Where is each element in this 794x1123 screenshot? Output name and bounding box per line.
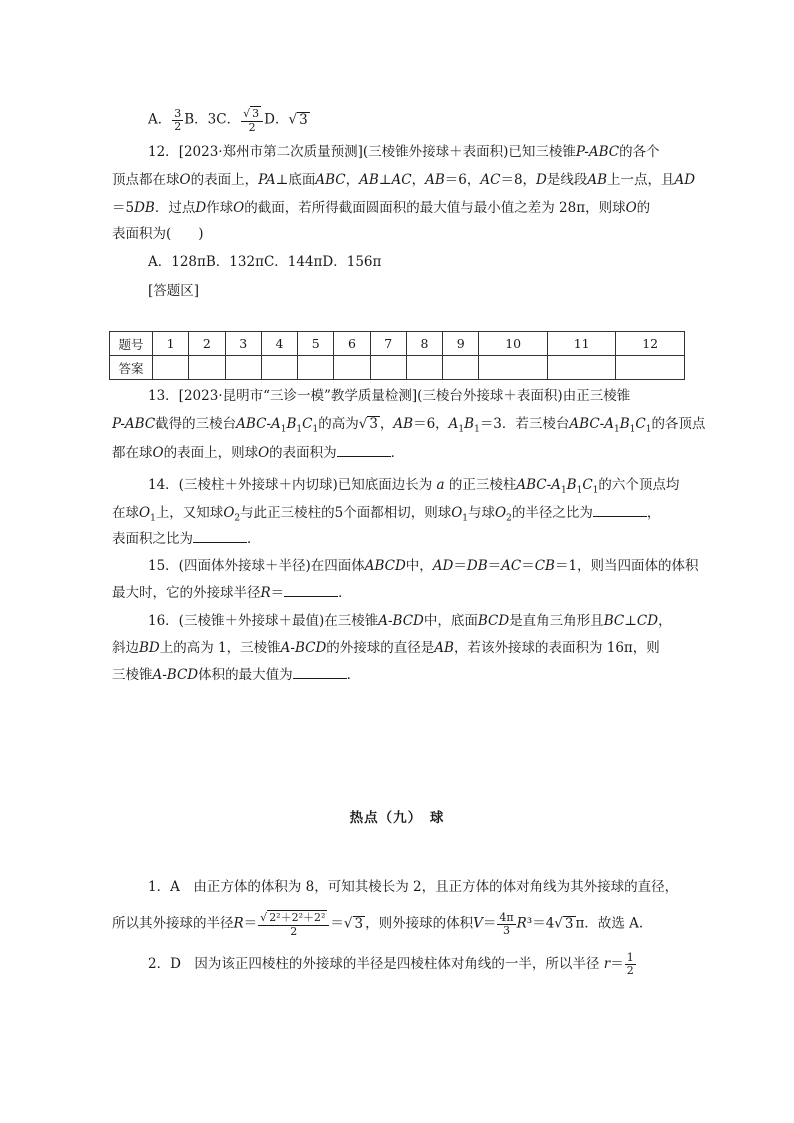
- answer-cell[interactable]: [547, 356, 616, 380]
- answer-table: [109, 331, 685, 380]
- table-cell: 3: [225, 332, 261, 356]
- section-title: 热点（九） 球: [349, 810, 445, 826]
- q14-line3: 表面积之比为 ．: [112, 528, 261, 549]
- fraction: $\frac{3}{2}$: [174, 106, 182, 133]
- table-cell: 9: [443, 332, 479, 356]
- table-cell: 10: [479, 332, 548, 356]
- table-cell: 2: [189, 332, 225, 356]
- sol1-line1: 1．A 由正方体的体积为 8，可知其棱长为 2，且正方体的体对角线为其外接球的直径，: [148, 879, 679, 895]
- q12-line3: ＝5DB．过点D作球O的截面，若所得截面圆面积的最大值与最小值之差为 28π，则球O的: [112, 200, 651, 216]
- q16-line2: 斜边BD上的高为 1，三棱锥A-BCD的外接球的直径是AB，若该外接球的表面积为 16π，则: [112, 640, 660, 656]
- table-cell: 6: [334, 332, 370, 356]
- q12-options: A．128πB．132πC．144πD．156π: [148, 254, 382, 270]
- table-cell: 7: [370, 332, 406, 356]
- table-cell: 4: [261, 332, 297, 356]
- fraction: $\frac{1}{2}$: [626, 951, 634, 977]
- q15-line2: 最大时，它的外接球半径R＝ ．: [112, 582, 352, 603]
- table-cell: 12: [616, 332, 685, 356]
- q13-line1: 13．[2023·昆明市“三诊一模”教学质量检测](三棱台外接球＋表面积)由正三棱锥: [148, 388, 631, 404]
- row-label: 答案: [110, 356, 153, 380]
- table-cell: 5: [298, 332, 334, 356]
- answer-blank[interactable]: [293, 664, 347, 679]
- answer-cell[interactable]: [334, 356, 370, 380]
- q14-line2: 在球$O_1$上，又知球$O_2$与此正三棱柱的5个面都相切，则球$O_1$与球$O_2$的半径之比为 ，: [112, 502, 660, 529]
- q12-line2: 顶点都在球O的表面上，PA⊥底面ABC，AB⊥AC，AB＝6，AC＝8，D是线段AB上一点，且AD: [112, 172, 696, 188]
- answer-cell[interactable]: [443, 356, 479, 380]
- q12-line4: 表面积为( ): [112, 226, 204, 242]
- answer-cell[interactable]: [225, 356, 261, 380]
- table-cell: 1: [153, 332, 189, 356]
- answer-cell[interactable]: [189, 356, 225, 380]
- answer-cell[interactable]: [153, 356, 189, 380]
- answer-cell[interactable]: [479, 356, 548, 380]
- table-cell: 8: [406, 332, 442, 356]
- sol1-line2: 所以其外接球的半径R＝ $\frac{\text{√ 2²＋2²＋2²}}{2}$ ＝√ 3 ，则外接球的体积V＝ $\frac{4\pi}{3}$ R³＝4√ 3 π．故选 A.: [112, 910, 644, 938]
- q15-line1: 15．(四面体外接球＋半径)在四面体ABCD中，AD＝DB＝AC＝CB＝1，则当四面体的体积: [148, 558, 699, 574]
- q12-line1: 12．[2023·郑州市第二次质量预测](三棱锥外接球＋表面积)已知三棱锥P-ABC的各个: [148, 144, 660, 160]
- q11-options: A． $\frac{3}{2}$ B．3C． $\frac{√ 3}{2}$ D．√ 3: [148, 106, 308, 134]
- answer-area-label: [答题区]: [148, 283, 200, 299]
- q14-line1: 14．(三棱柱＋外接球＋内切球)已知底面边长为 a 的正三棱柱ABC-$A_1B_1C_1$的六个顶点均: [148, 477, 680, 496]
- q16-line1: 16．(三棱锥＋外接球＋最值)在三棱锥A-BCD中，底面BCD是直角三角形且BC⊥CD，: [148, 613, 672, 629]
- fraction: $\frac{4\pi}{3}$: [499, 910, 514, 937]
- answer-cell[interactable]: [406, 356, 442, 380]
- answer-blank[interactable]: [284, 582, 338, 597]
- q13-line3: 都在球O的表面上，则球O的表面积为 ．: [112, 442, 404, 463]
- table-cell: 11: [547, 332, 616, 356]
- answer-cell[interactable]: [298, 356, 334, 380]
- sol2-line1: 2．D 因为该正四棱柱的外接球的半径是四棱柱体对角线的一半，所以半径 r＝ $\frac{1}{2}$: [148, 951, 634, 977]
- answer-cell[interactable]: [261, 356, 297, 380]
- q16-line3: 三棱锥A-BCD体积的最大值为 ．: [112, 664, 360, 685]
- answer-blank[interactable]: [337, 442, 391, 457]
- answer-cell[interactable]: [616, 356, 685, 380]
- answer-blank[interactable]: [593, 502, 647, 517]
- answer-blank[interactable]: [193, 528, 247, 543]
- row-label: 题号: [110, 332, 153, 356]
- table-row: [110, 356, 685, 380]
- fraction: $\frac{√ 3}{2}$: [241, 106, 263, 134]
- answer-cell[interactable]: [370, 356, 406, 380]
- fraction: $\frac{\text{√ 2²＋2²＋2²}}{2}$: [258, 910, 329, 938]
- q13-line2: P-ABC截得的三棱台ABC-$A_1B_1C_1$的高为√ 3 ，AB＝6，$A_1B_1=3$．若三棱台ABC-$A_1B_1C_1$的各顶点: [112, 416, 706, 435]
- table-row: [110, 332, 685, 356]
